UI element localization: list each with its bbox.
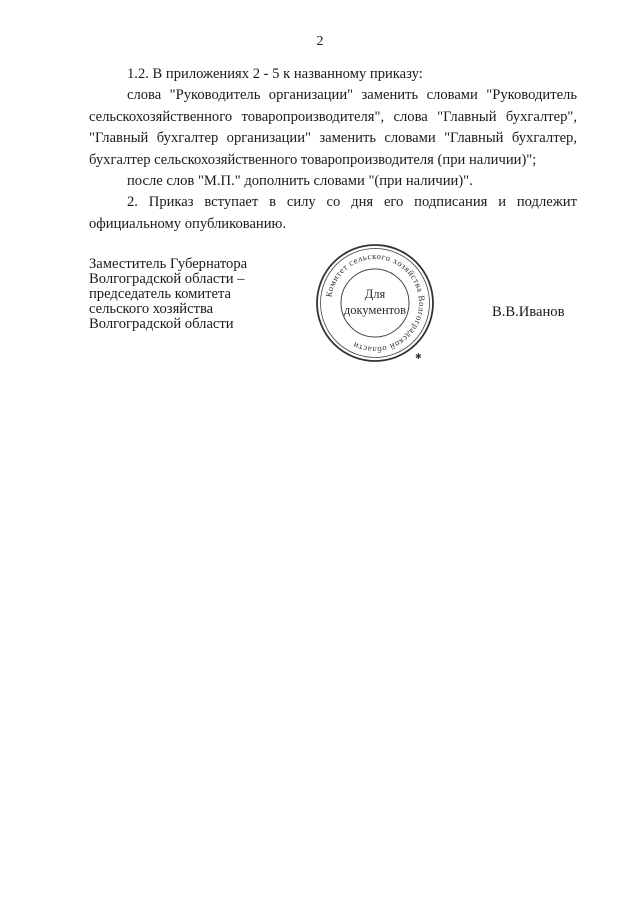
paragraph-1-2: 1.2. В приложениях 2 - 5 к названному приказу: — [127, 66, 423, 82]
signer-title-line: Волгоградской области – — [89, 271, 245, 287]
seal-star-icon: ✱ — [415, 352, 422, 361]
order-body — [89, 64, 577, 235]
signer-title-line: председатель комитета — [89, 286, 232, 302]
signer-title-line: сельского хозяйства — [89, 301, 214, 317]
signer-title-line: Волгоградской области — [89, 316, 234, 332]
paragraph-replace-words: слова "Руководитель организации" заменить словами "Руководитель сельскохозяйственного товаропроизводителя", слова "Главный бухгалтер", "Главный бухгалтер организации" заменить словами "Главный бухгалтер, бухгалтер сельскохозяйственного товаропроизводителя (при наличии)"; — [89, 87, 577, 168]
signer-title — [89, 257, 289, 332]
seal-ring-text: Комитет сельского хозяйства Волгоградской области — [323, 250, 428, 356]
signer-name: В.В.Иванов — [492, 304, 565, 320]
official-seal — [314, 242, 436, 364]
paragraph-after-mp: после слов "М.П." дополнить словами "(при наличии)". — [127, 173, 473, 190]
page-number: 2 — [316, 34, 324, 49]
signer-title-line: Заместитель Губернатора — [89, 256, 248, 272]
seal-center-line-2: документов — [343, 303, 407, 317]
paragraph-effective: 2. Приказ вступает в силу со дня его подписания и подлежит официальному опубликованию. — [89, 194, 577, 232]
seal-graphic — [314, 242, 436, 364]
seal-center-line-1: Для — [364, 287, 386, 301]
